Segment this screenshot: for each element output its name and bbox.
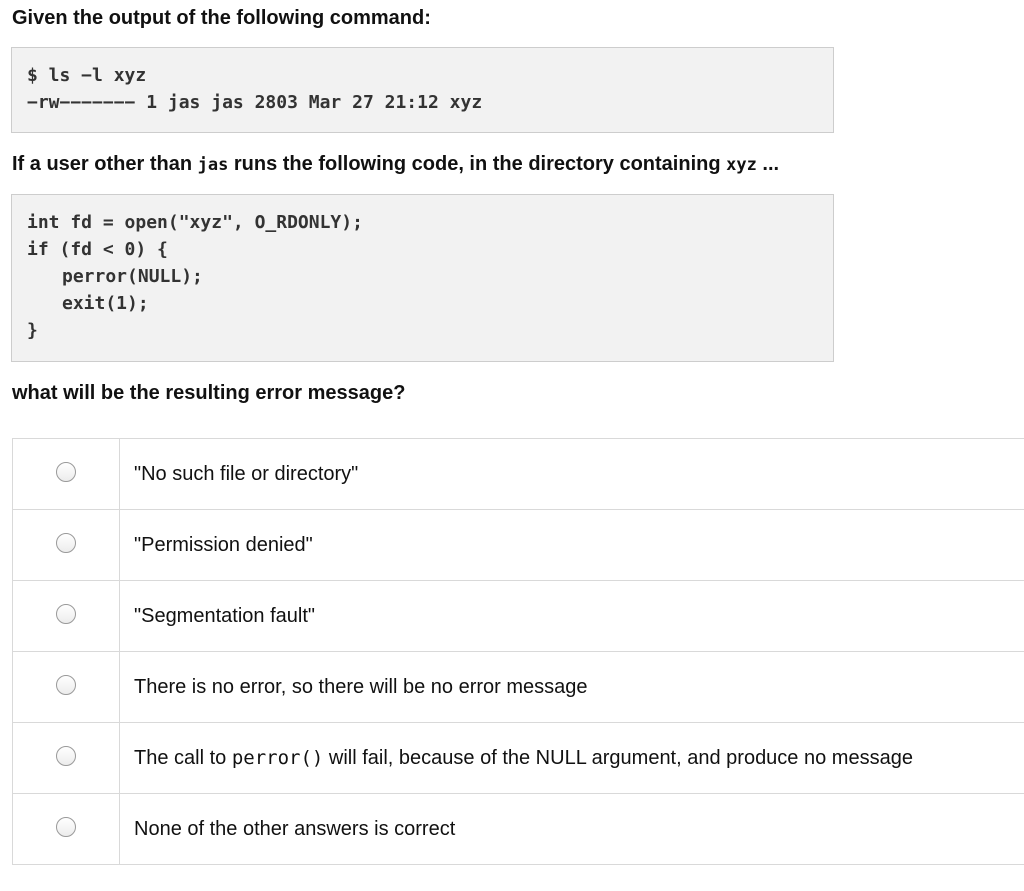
- answer-label[interactable]: None of the other answers is correct: [120, 794, 1024, 865]
- answer-label[interactable]: "Permission denied": [120, 510, 1024, 581]
- condition-file: xyz: [726, 155, 757, 175]
- code-line: int fd = open("xyz", O_RDONLY);: [27, 212, 363, 233]
- radio-button[interactable]: [56, 817, 76, 837]
- answer-row[interactable]: [13, 510, 1024, 581]
- answer-row[interactable]: [13, 723, 1024, 794]
- radio-button[interactable]: [56, 604, 76, 624]
- radio-cell: [13, 581, 120, 652]
- answer-label[interactable]: "Segmentation fault": [120, 581, 1024, 652]
- radio-button[interactable]: [56, 462, 76, 482]
- answer-prefix: The call to: [134, 747, 232, 769]
- code-line: if (fd < 0) {: [27, 239, 168, 260]
- answer-label[interactable]: [120, 723, 1024, 794]
- radio-cell: [13, 794, 120, 865]
- command-line: $ ls −l xyz: [27, 65, 147, 86]
- question-condition: [12, 152, 779, 177]
- condition-prefix: If a user other than: [12, 153, 198, 175]
- radio-button[interactable]: [56, 675, 76, 695]
- radio-cell: [13, 723, 120, 794]
- answer-row[interactable]: [13, 581, 1024, 652]
- question-prompt: what will be the resulting error message?: [12, 382, 406, 404]
- question-intro: Given the output of the following command:: [12, 7, 431, 29]
- answer-label[interactable]: There is no error, so there will be no error message: [120, 652, 1024, 723]
- radio-cell: [13, 439, 120, 510]
- answer-suffix: will fail, because of the NULL argument, and produce no message: [323, 747, 913, 769]
- command-output-box: [11, 47, 834, 133]
- radio-cell: [13, 652, 120, 723]
- code-line: }: [27, 320, 38, 341]
- answer-label[interactable]: "No such file or directory": [120, 439, 1024, 510]
- condition-user: jas: [197, 155, 229, 175]
- answer-row[interactable]: [13, 652, 1024, 723]
- code-box: [11, 194, 834, 362]
- answer-row[interactable]: [13, 794, 1024, 865]
- condition-middle: runs the following code, in the directory containing: [228, 153, 727, 175]
- radio-button[interactable]: [56, 533, 76, 553]
- answer-code: perror(): [231, 747, 324, 769]
- radio-button[interactable]: [56, 746, 76, 766]
- answers-table: [12, 438, 1024, 865]
- code-line: exit(1);: [62, 293, 149, 314]
- radio-cell: [13, 510, 120, 581]
- code-line: perror(NULL);: [62, 266, 203, 287]
- command-result-line: −rw−−−−−−− 1 jas jas 2803 Mar 27 21:12 xyz: [27, 92, 483, 113]
- condition-suffix: ...: [756, 153, 780, 175]
- answer-row[interactable]: [13, 439, 1024, 510]
